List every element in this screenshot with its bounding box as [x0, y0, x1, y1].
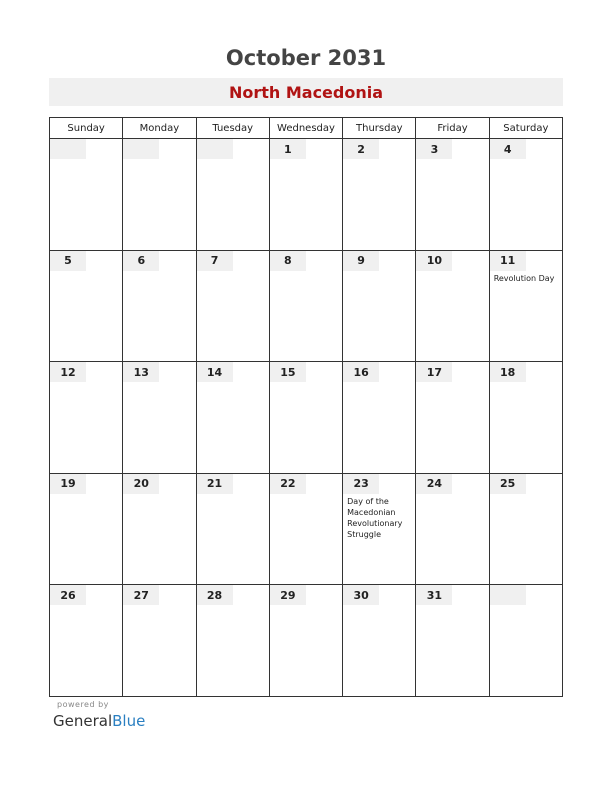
day-cell: [123, 250, 196, 362]
day-cell: [416, 473, 489, 585]
day-cell: [416, 585, 489, 697]
day-number: 2: [343, 139, 379, 159]
day-cell: [343, 139, 416, 251]
day-number: 28: [197, 585, 233, 605]
day-cell: [50, 139, 123, 251]
weekday-header: Wednesday: [269, 118, 342, 139]
day-cell: [50, 473, 123, 585]
week-row: [50, 139, 563, 251]
week-row: [50, 585, 563, 697]
day-cell: [123, 473, 196, 585]
day-cell: [196, 585, 269, 697]
day-number: 24: [416, 474, 452, 494]
weekday-header: Monday: [123, 118, 196, 139]
day-number: 12: [50, 362, 86, 382]
week-row: [50, 250, 563, 362]
day-number: 3: [416, 139, 452, 159]
day-number: [50, 139, 86, 159]
day-cell: [416, 139, 489, 251]
day-number: 1: [270, 139, 306, 159]
day-cell: [123, 362, 196, 474]
logo-text-blue: Blue: [112, 712, 146, 730]
logo-text-general: General: [53, 712, 113, 730]
day-number: 29: [270, 585, 306, 605]
holiday-label: Day of the Macedonian Revolutionary Struggle: [347, 496, 403, 539]
day-cell: [269, 250, 342, 362]
day-cell: [489, 139, 562, 251]
day-number: 20: [123, 474, 159, 494]
country-name: North Macedonia: [228, 83, 384, 102]
day-number: 10: [416, 251, 452, 271]
day-number: 22: [270, 474, 306, 494]
day-number: 4: [490, 139, 526, 159]
day-number: 16: [343, 362, 379, 382]
day-number: 18: [490, 362, 526, 382]
day-number: 14: [197, 362, 233, 382]
generalblue-logo: [53, 712, 145, 730]
day-cell: [489, 250, 562, 362]
day-cell: [343, 585, 416, 697]
day-number: 6: [123, 251, 159, 271]
day-number: 19: [50, 474, 86, 494]
day-number: 17: [416, 362, 452, 382]
day-number: 13: [123, 362, 159, 382]
day-cell: [416, 362, 489, 474]
day-number: 9: [343, 251, 379, 271]
weekday-header: Sunday: [50, 118, 123, 139]
page-title: October 2031: [225, 46, 387, 70]
day-cell: [123, 585, 196, 697]
day-cell: [489, 473, 562, 585]
day-number: [123, 139, 159, 159]
day-cell: [123, 139, 196, 251]
day-cell: [50, 585, 123, 697]
day-cell: [196, 362, 269, 474]
day-number: 26: [50, 585, 86, 605]
day-number: [197, 139, 233, 159]
day-number: 31: [416, 585, 452, 605]
day-cell: [196, 473, 269, 585]
week-row: [50, 473, 563, 585]
weekday-header: Friday: [416, 118, 489, 139]
day-cell: [269, 473, 342, 585]
day-number: 8: [270, 251, 306, 271]
day-cell: [269, 139, 342, 251]
day-number: 15: [270, 362, 306, 382]
day-number: 30: [343, 585, 379, 605]
day-cell: [489, 585, 562, 697]
day-cell: [196, 250, 269, 362]
day-cell: [269, 585, 342, 697]
day-cell: [343, 473, 416, 585]
day-cell: [269, 362, 342, 474]
day-number: 21: [197, 474, 233, 494]
weekday-header-row: [50, 118, 563, 139]
day-cell: [343, 362, 416, 474]
day-number: [490, 585, 526, 605]
weekday-header: Tuesday: [196, 118, 269, 139]
day-number: 27: [123, 585, 159, 605]
calendar-body: [50, 139, 563, 697]
weekday-header: Thursday: [343, 118, 416, 139]
day-number: 7: [197, 251, 233, 271]
day-cell: [489, 362, 562, 474]
day-cell: [50, 362, 123, 474]
holiday-label: Revolution Day: [493, 273, 555, 283]
day-number: 25: [490, 474, 526, 494]
day-number: 5: [50, 251, 86, 271]
country-banner: [49, 78, 563, 106]
day-cell: [416, 250, 489, 362]
day-number: 11: [490, 251, 526, 271]
powered-by-text: powered by: [57, 700, 109, 709]
calendar-grid: [49, 117, 563, 697]
day-cell: [343, 250, 416, 362]
weekday-header: Saturday: [489, 118, 562, 139]
day-cell: [50, 250, 123, 362]
day-number: 23: [343, 474, 379, 494]
week-row: [50, 362, 563, 474]
day-cell: [196, 139, 269, 251]
